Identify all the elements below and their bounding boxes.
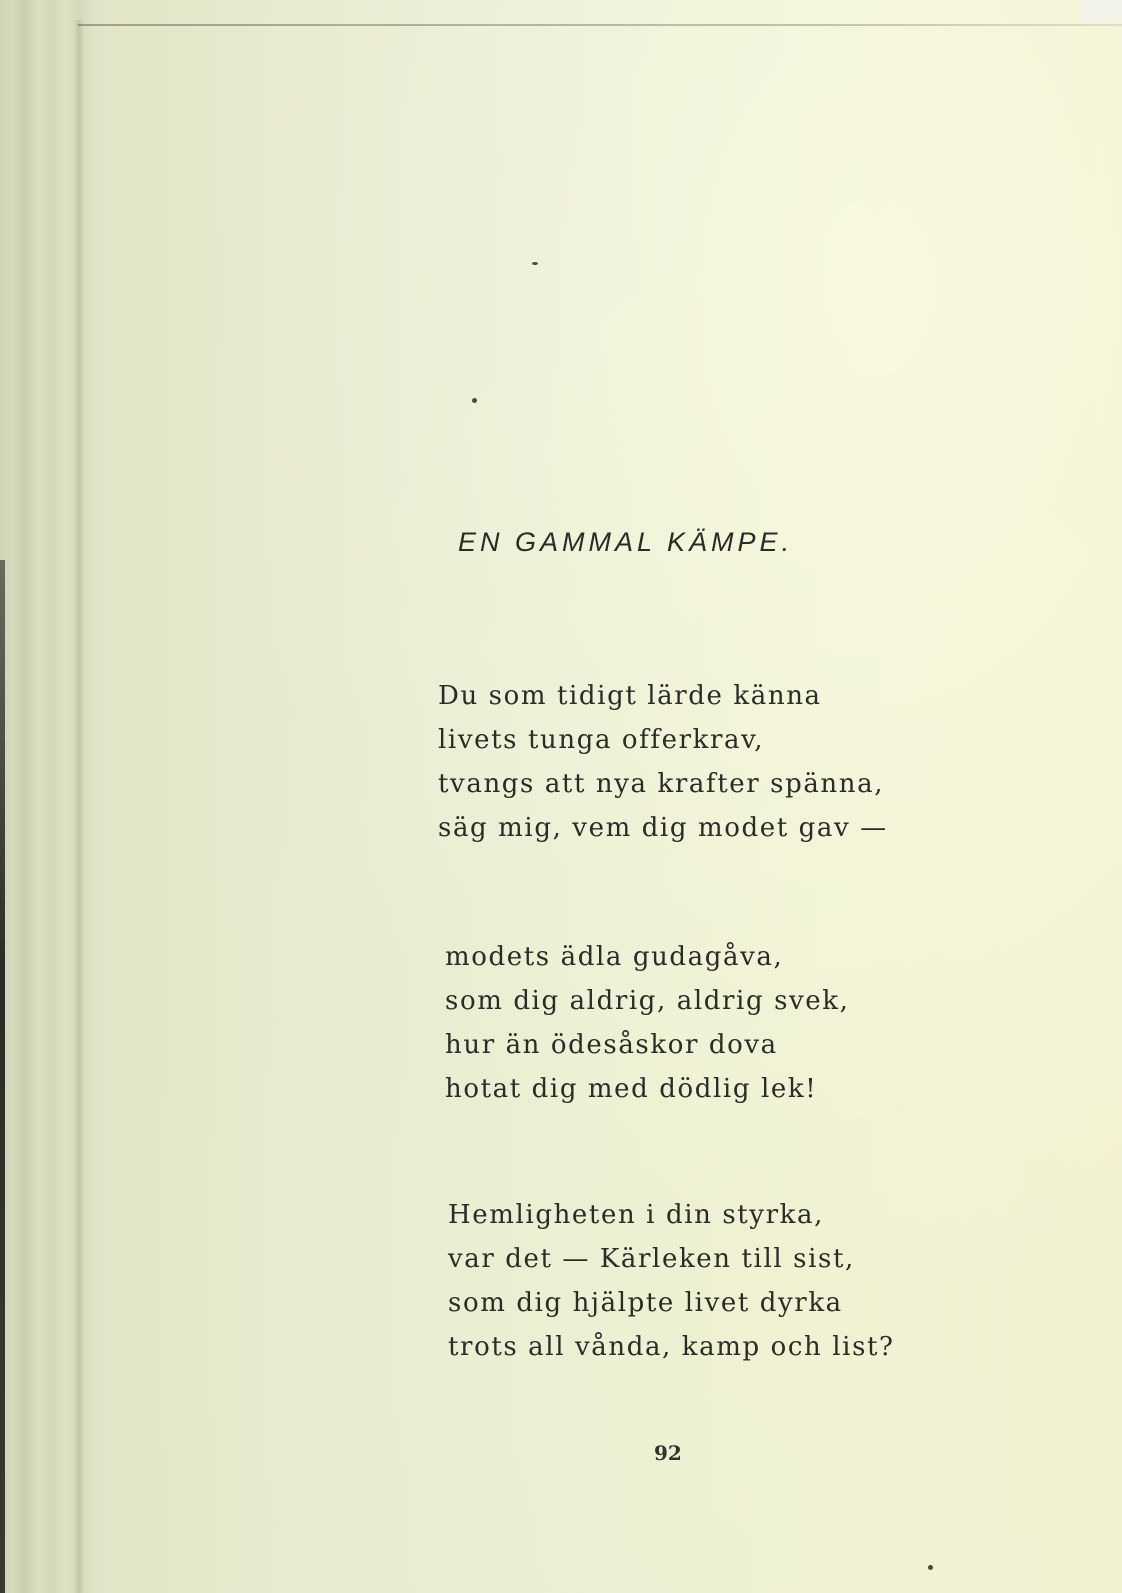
verse-line: hur än ödesåskor dova: [445, 1030, 778, 1060]
paper-speck: [928, 1565, 933, 1570]
verse-line: Du som tidigt lärde känna: [438, 681, 822, 711]
verse-line: säg mig, vem dig modet gav —: [438, 813, 888, 843]
page-number: 92: [654, 1441, 682, 1465]
paper-speck: [472, 398, 477, 403]
gutter-shadow: [74, 20, 84, 1593]
stanza-3: [448, 1193, 895, 1369]
book-binding-gutter: [0, 0, 112, 1593]
stanza-2: [445, 935, 850, 1111]
verse-line: trots all vånda, kamp och list?: [448, 1332, 895, 1362]
verse-line: hotat dig med dödlig lek!: [445, 1074, 818, 1104]
page-edge-shadow: [0, 560, 5, 1593]
verse-line: tvangs att nya krafter spänna,: [438, 769, 885, 799]
verse-line: modets ädla gudagåva,: [445, 942, 784, 972]
verse-line: som dig hjälpte livet dyrka: [448, 1288, 843, 1318]
verse-line: var det — Kärleken till sist,: [448, 1244, 855, 1274]
verse-line: Hemligheten i din styrka,: [448, 1200, 824, 1230]
page-corner: [1082, 0, 1122, 22]
top-page-edge-line: [78, 24, 1122, 26]
poem-title: EN GAMMAL KÄMPE.: [458, 527, 794, 557]
stanza-1: [438, 674, 888, 850]
paper-speck: [532, 262, 538, 265]
verse-line: som dig aldrig, aldrig svek,: [445, 986, 850, 1016]
verse-line: livets tunga offerkrav,: [438, 725, 765, 755]
